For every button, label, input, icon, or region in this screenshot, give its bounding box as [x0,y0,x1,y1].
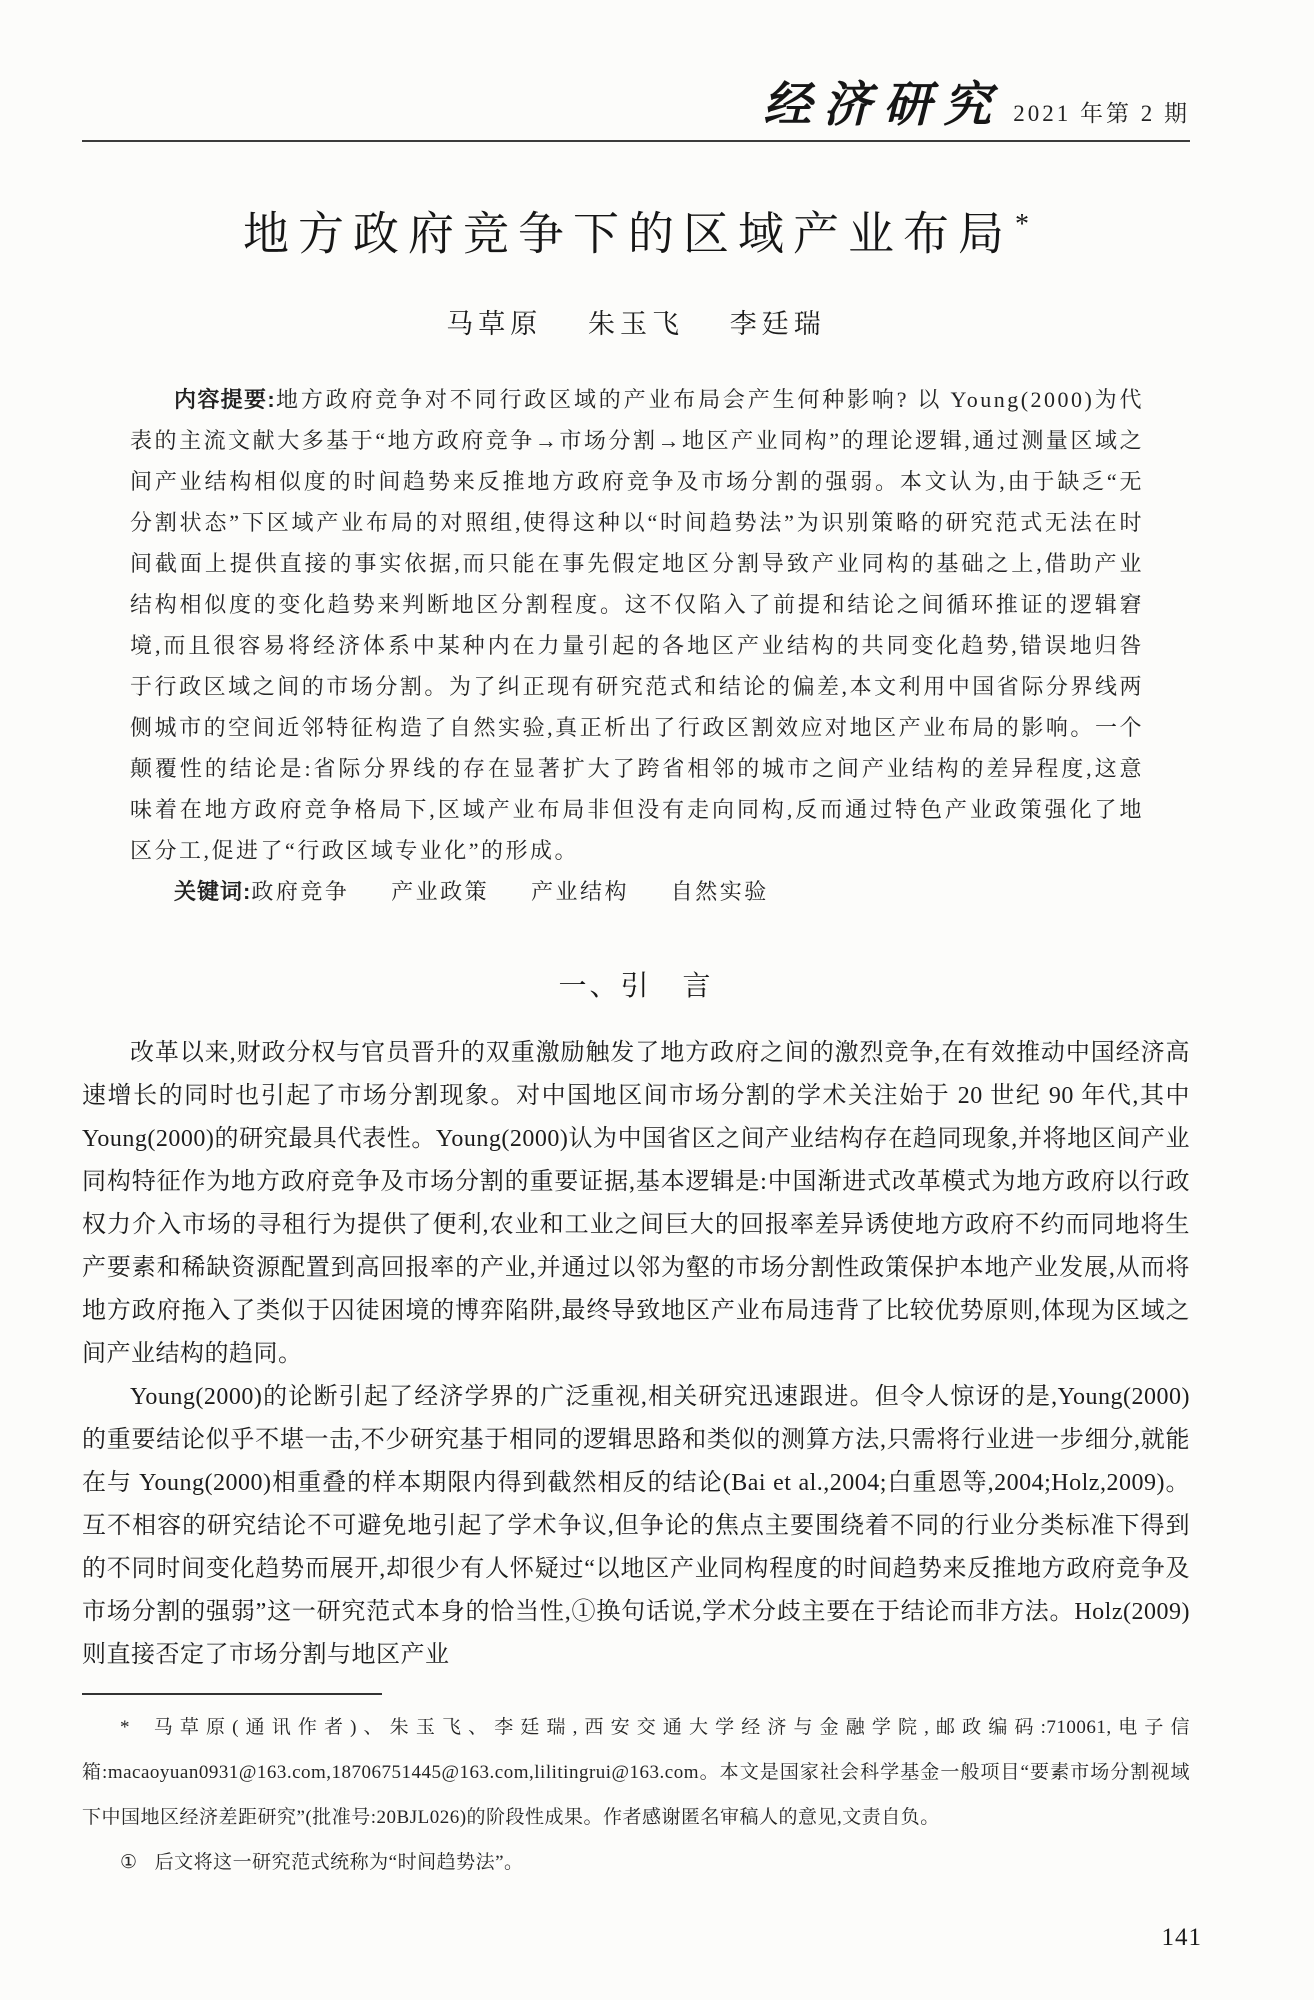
header-divider [82,140,1190,142]
article-title [82,194,1190,265]
page-number: 141 [1161,1924,1202,1951]
abstract-paragraph [130,379,1144,871]
author-name: 马草原 [446,309,543,340]
footnote-text: 马草原(通讯作者)、朱玉飞、李廷瑞,西安交通大学经济与金融学院,邮政编码:710061,电子信箱:macaoyuan0931@163.com,18706751445@163.com,lilitingrui@163.com。本文是国家社会科学基金一般项目“要素市场分割视域下中国地区经济差距研究”(批准号:20BJL026)的阶段性成果。作者感谢匿名审稿人的意见,文责自负。 [82,1717,1190,1829]
footnote-note-1 [82,1840,1190,1885]
keyword: 产业政策 [391,879,490,905]
journal-header [82,80,1190,142]
abstract-block [130,379,1144,912]
abstract-text: 地方政府竞争对不同行政区域的产业布局会产生何种影响? 以 Young(2000)为代表的主流文献大多基于“地方政府竞争→市场分割→地区产业同构”的理论逻辑,通过测量区域之间产业结构相似度的时间趋势来反推地方政府竞争及市场分割的强弱。本文认为,由于缺乏“无分割状态”下区域产业布局的对照组,使得这种以“时间趋势法”为识别策略的研究范式无法在时间截面上提供直接的事实依据,而只能在事先假定地区分割导致产业同构的基础之上,借助产业结构相似度的变化趋势来判断地区分割程度。这不仅陷入了前提和结论之间循环推证的逻辑窘境,而且很容易将经济体系中某种内在力量引起的各地区产业结构的共同变化趋势,错误地归咎于行政区域之间的市场分割。为了纠正现有研究范式和结论的偏差,本文利用中国省际分界线两侧城市的空间近邻特征构造了自然实验,真正析出了行政区割效应对地区产业布局的影响。一个颠覆性的结论是:省际分界线的存在显著扩大了跨省相邻的城市之间产业结构的差异程度,这意味着在地方政府竞争格局下,区域产业布局非但没有走向同构,反而通过特色产业政策强化了地区分工,促进了“行政区域专业化”的形成。 [130,387,1145,864]
abstract-label: 内容提要: [174,387,276,413]
footnote-affiliation [82,1705,1190,1840]
footnote-divider [82,1693,382,1695]
keywords-label: 关键词: [174,879,252,905]
journal-issue: 2021 年第 2 期 [1013,101,1190,126]
footnote-marker: ① [120,1852,138,1874]
keyword: 自然实验 [670,879,769,905]
keyword: 产业结构 [530,879,629,905]
title-footnote-marker: * [1015,209,1029,240]
author-name: 朱玉飞 [588,309,684,340]
body-paragraph: 改革以来,财政分权与官员晋升的双重激励触发了地方政府之间的激烈竞争,在有效推动中国经济高速增长的同时也引起了市场分割现象。对中国地区间市场分割的学术关注始于 20 世纪 90 年代,其中 Young(2000)的研究最具代表性。Young(2000)认为中国省区之间产业结构存在趋同现象,并将地区间产业同构特征作为地方政府竞争及市场分割的重要证据,基本逻辑是:中国渐进式改革模式为地方政府以行政权力介入市场的寻租行为提供了便利,农业和工业之间巨大的回报率差异诱使地方政府不约而同地将生产要素和稀缺资源配置到高回报率的产业,并通过以邻为壑的市场分割性政策保护本地产业发展,从而将地方政府拖入了类似于囚徒困境的博弈陷阱,最终导致地区产业布局违背了比较优势原则,体现为区域之间产业结构的趋同。 [82,1040,1190,1368]
body-paragraph: Young(2000)的论断引起了经济学界的广泛重视,相关研究迅速跟进。但令人惊讶的是,Young(2000)的重要结论似乎不堪一击,不少研究基于相同的逻辑思路和类似的测算方法,只需将行业进一步细分,就能在与 Young(2000)相重叠的样本期限内得到截然相反的结论(Bai et al.,2004;白重恩等,2004;Holz,2009)。互不相容的研究结论不可避免地引起了学术争议,但争论的焦点主要围绕着不同的行业分类标准下得到的不同时间变化趋势而展开,却很少有人怀疑过“以地区产业同构程度的时间趋势来反推地方政府竞争及市场分割的强弱”这一研究范式本身的恰当性,①换句话说,学术分歧主要在于结论而非方法。Holz(2009)则直接否定了市场分割与地区产业 [82,1384,1190,1669]
section-heading-introduction: 一、引 言 [558,971,714,1003]
article-title-text: 地方政府竞争下的区域产业布局 [243,208,1013,260]
footnote-marker: * [120,1717,130,1739]
keywords-line [130,871,1144,912]
author-name: 李廷瑞 [729,309,826,340]
footnote-text: 后文将这一研究范式统称为“时间趋势法”。 [154,1852,524,1874]
footnotes-block [82,1705,1190,1885]
keyword: 政府竞争 [251,879,350,905]
journal-logo: 经济研究 [763,79,1004,132]
author-line [82,305,1190,343]
